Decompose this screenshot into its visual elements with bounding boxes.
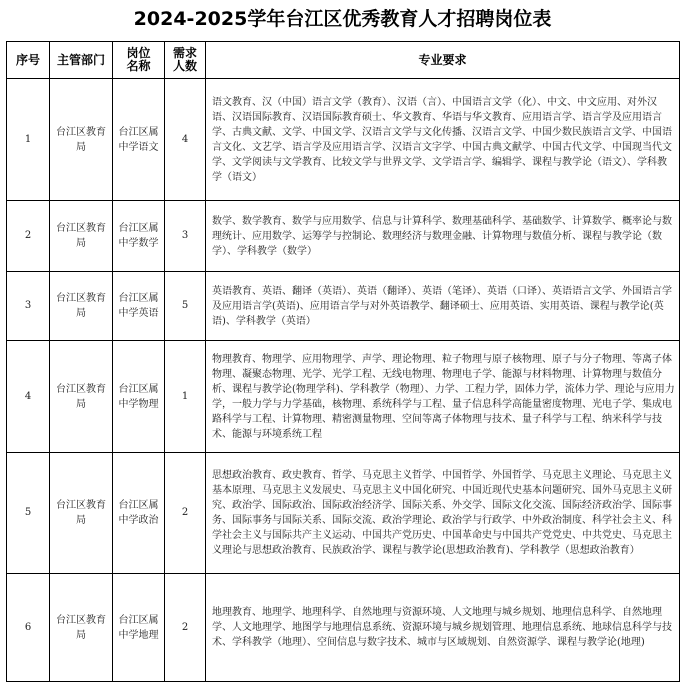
table-row [7, 79, 680, 201]
cell-post: 台江区属中学英语 [113, 272, 165, 341]
header-post-label: 岗位名称 [126, 46, 151, 73]
cell-req: 思想政治教育、政史教育、哲学、马克思主义哲学、中国哲学、外国哲学、马克思主义理论、马克思主义基本原理、马克思主义发展史、马克思主义中国化研究、中国近现代史基本问题研究、国外马克思主义研究、政治学、国际政治、国际政治经济学、国际关系、外交学、国际文化交流、国际经济政治学、国际事务、国际事务与国际关系、国际交流、政治学理论、政治学与行政学、中外政治制度、科学社会主义、科学社会主义与国际共产主义运动、中国共产党历史、中国革命史与中国共产党党史、中共党史、马克思主义理论与思想政治教育、民族政治学、课程与教学论(思想政治教育)、学科教学（思想政治教育） [206, 453, 680, 574]
cell-count: 3 [165, 201, 206, 272]
header-count-label: 需求人数 [172, 46, 197, 73]
cell-req: 物理教育、物理学、应用物理学、声学、理论物理、粒子物理与原子核物理、原子与分子物理、等离子体物理、凝聚态物理、光学、光学工程、无线电物理、物理电子学、能源与材料物理、计算物理与数值分析、课程与教学论(物理学科)、学科教学（物理）、力学、工程力学，固体力学，流体力学、理论与应用力学，一般力学与力学基础，核物理、系统科学与工程、量子信息科学高能量密度物理、光电子学、集成电路科学与工程、计算物理、精密测量物理、空间等离子体物理与技术、量子科学与工程、纳米科学与技术、能源与环境系统工程 [206, 341, 680, 453]
page-title: 2024-2025学年台江区优秀教育人才招聘岗位表 [133, 8, 552, 30]
cell-seq: 6 [7, 574, 50, 682]
cell-dept: 台江区教育局 [50, 272, 113, 341]
table-row [7, 453, 680, 574]
header-dept: 主管部门 [50, 42, 113, 79]
cell-seq: 3 [7, 272, 50, 341]
cell-count: 2 [165, 453, 206, 574]
cell-seq: 2 [7, 201, 50, 272]
cell-seq: 1 [7, 79, 50, 201]
cell-post: 台江区属中学政治 [113, 453, 165, 574]
cell-post: 台江区属中学语文 [113, 79, 165, 201]
cell-dept: 台江区教育局 [50, 574, 113, 682]
header-req: 专业要求 [206, 42, 680, 79]
header-post [113, 42, 165, 79]
cell-seq: 5 [7, 453, 50, 574]
table-header-row [7, 42, 680, 79]
cell-count: 5 [165, 272, 206, 341]
cell-dept: 台江区教育局 [50, 79, 113, 201]
cell-post: 台江区属中学地理 [113, 574, 165, 682]
table-row [7, 272, 680, 341]
cell-post: 台江区属中学数学 [113, 201, 165, 272]
header-seq: 序号 [7, 42, 50, 79]
cell-req: 语文教育、汉（中国）语言文学（教育）、汉语（言）、中国语言文学（化）、中文、中文应用、对外汉语、汉语国际教育、汉语国际教育硕士、华文教育、华语与华文教育、应用语言学、语言学及应用语言学、古典文献、文学、中国文学、汉语言文学与文化传播、汉语言文学、中国少数民族语言文学、中国语言文化、文艺学、语言学及应用语言学、汉语言文字学、中国古典文献学、中国古代文学、中国现当代文学、文学阅读与文学教育、比较文学与世界文学、文学语言学、编辑学、课程与教学论（语文）、学科教学（语文） [206, 79, 680, 201]
cell-dept: 台江区教育局 [50, 453, 113, 574]
cell-count: 2 [165, 574, 206, 682]
cell-seq: 4 [7, 341, 50, 453]
cell-post: 台江区属中学物理 [113, 341, 165, 453]
cell-dept: 台江区教育局 [50, 201, 113, 272]
cell-count: 4 [165, 79, 206, 201]
cell-dept: 台江区教育局 [50, 341, 113, 453]
table-row [7, 201, 680, 272]
cell-req: 英语教育、英语、翻译（英语）、英语（翻译）、英语（笔译）、英语（口译）、英语语言文学、外国语言学及应用语言学(英语)、应用语言学与对外英语教学、翻译硕士、应用英语、实用英语、课程与教学论(英语)、学科教学（英语） [206, 272, 680, 341]
table-row [7, 341, 680, 453]
cell-count: 1 [165, 341, 206, 453]
recruitment-table [6, 41, 680, 682]
table-row [7, 574, 680, 682]
cell-req: 地理教育、地理学、地理科学、自然地理与资源环境、人文地理与城乡规划、地理信息科学、自然地理学、人文地理学、地图学与地理信息系统、资源环境与城乡规划管理、地理信息系统、地球信息科学与技术、学科教学（地理）、空间信息与数字技术、城市与区域规划、自然资源学、课程与教学论(地理) [206, 574, 680, 682]
cell-req: 数学、数学教育、数学与应用数学、信息与计算科学、数理基础科学、基础数学、计算数学、概率论与数理统计、应用数学、运筹学与控制论、数理经济与数理金融、计算物理与数值分析、课程与教学论（数学）、学科教学（数学） [206, 201, 680, 272]
header-count [165, 42, 206, 79]
